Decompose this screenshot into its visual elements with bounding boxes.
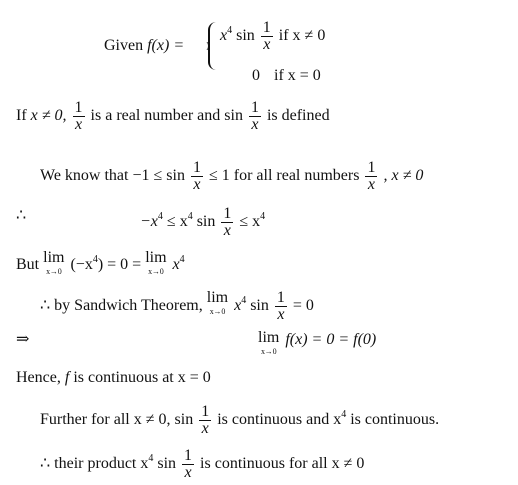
sandwich-x: x <box>234 297 242 315</box>
piecewise-brace <box>208 22 218 70</box>
fraction-numerator: 1 <box>250 99 259 116</box>
piecewise-case-2 <box>252 66 321 86</box>
further-middle: is continuous and x <box>217 411 342 429</box>
piecewise-case-1 <box>220 20 325 53</box>
fraction-denominator: x <box>277 306 285 323</box>
hence-f: f <box>64 369 70 386</box>
but-power: 4 <box>92 254 98 265</box>
given-label: Given <box>104 37 144 54</box>
further-prefix: Further for all x ≠ 0, sin <box>40 411 194 429</box>
therefore-symbol: ∴ <box>16 207 27 224</box>
ineq-middle: ≤ x <box>166 213 188 231</box>
sandwich-line <box>40 290 314 323</box>
we-know-suffix: , x ≠ 0 <box>383 167 424 185</box>
implies-expr: f(x) = 0 = f(0) <box>285 331 377 348</box>
fraction-numerator: 1 <box>367 159 376 176</box>
fraction-denominator: x <box>184 464 192 481</box>
ineq-right: ≤ x <box>239 213 261 231</box>
fraction-denominator: x <box>193 176 201 193</box>
fraction-numerator: 1 <box>192 159 201 176</box>
but-x: x <box>172 256 180 273</box>
lim-sub: x→0 <box>209 307 226 316</box>
fraction-denominator: x <box>263 36 271 53</box>
if-line <box>16 100 330 133</box>
sandwich-limit <box>207 290 228 316</box>
case1-x: x <box>220 27 228 45</box>
but-power-2: 4 <box>179 254 185 265</box>
case1-fraction <box>261 20 273 53</box>
lim-text: lim <box>145 249 167 266</box>
if-suffix: is defined <box>266 107 330 125</box>
case1-power: 4 <box>227 25 233 37</box>
limit-1 <box>43 250 64 276</box>
ineq-right-power: 4 <box>260 211 266 223</box>
if-fraction-1 <box>73 100 85 133</box>
implies-limit <box>258 330 279 356</box>
fraction-denominator: x <box>367 176 376 193</box>
sandwich-prefix: ∴ by Sandwich Theorem, <box>40 297 203 315</box>
lim-text: lim <box>258 329 280 346</box>
implies-symbol: ⇒ <box>16 331 30 348</box>
if-prefix: If <box>16 107 27 125</box>
fraction-denominator: x <box>74 116 83 133</box>
if-condition: x ≠ 0, <box>30 107 67 125</box>
but-expr: (−x <box>70 256 93 273</box>
sandwich-suffix: = 0 <box>292 297 314 315</box>
if-fraction-2 <box>249 100 261 133</box>
product-suffix: is continuous for all x ≠ 0 <box>200 455 365 473</box>
further-fraction <box>199 404 211 437</box>
sandwich-fraction <box>275 290 287 323</box>
fraction-denominator: x <box>201 420 209 437</box>
case2-value: 0 <box>252 67 260 84</box>
further-line <box>40 404 439 437</box>
fraction-numerator: 1 <box>276 289 285 306</box>
but-prefix: But <box>16 256 40 273</box>
but-middle: ) = 0 = <box>97 256 142 273</box>
fraction-numerator: 1 <box>201 403 210 420</box>
product-line <box>40 448 364 481</box>
fraction-numerator: 1 <box>223 205 232 222</box>
hence-line <box>16 368 211 388</box>
further-suffix: is continuous. <box>350 411 440 429</box>
ineq-fraction <box>221 206 233 239</box>
implies-line <box>258 330 376 356</box>
fraction-numerator: 1 <box>262 19 271 36</box>
we-know-fraction-1 <box>191 160 203 193</box>
sandwich-power: 4 <box>241 295 247 307</box>
fraction-numerator: 1 <box>74 99 83 116</box>
sandwich-sin: sin <box>250 297 269 315</box>
lim-sub: x→0 <box>148 267 164 276</box>
fraction-numerator: 1 <box>184 447 193 464</box>
ineq-middle-power: 4 <box>187 211 193 223</box>
product-power: 4 <box>148 453 154 465</box>
function-label: f(x) = <box>147 37 185 54</box>
we-know-line <box>40 160 423 193</box>
hence-prefix: Hence, <box>16 369 61 386</box>
product-fraction <box>182 448 194 481</box>
product-sin: sin <box>157 455 177 473</box>
implies-symbol-line <box>16 330 29 350</box>
lim-text: lim <box>43 249 65 266</box>
ineq-left-power: 4 <box>157 211 163 223</box>
case2-condition: if x = 0 <box>274 67 321 84</box>
product-prefix: ∴ their product x <box>40 455 149 473</box>
case1-sin: sin <box>236 27 255 45</box>
further-power: 4 <box>341 409 347 421</box>
lim-sub: x→0 <box>46 267 62 276</box>
case1-condition: if x ≠ 0 <box>278 27 326 45</box>
ineq-left: −x <box>140 213 158 231</box>
fraction-denominator: x <box>251 116 259 133</box>
limit-2 <box>145 250 166 276</box>
fraction-denominator: x <box>223 222 231 239</box>
but-line <box>16 250 185 276</box>
we-know-prefix: We know that −1 ≤ sin <box>40 167 185 185</box>
lim-sub: x→0 <box>260 347 277 356</box>
hence-suffix: is continuous at x = 0 <box>73 369 211 386</box>
ineq-sin: sin <box>196 213 216 231</box>
lim-text: lim <box>206 289 229 306</box>
therefore-symbol-line <box>16 206 26 226</box>
inequality-line <box>140 206 265 239</box>
we-know-middle: ≤ 1 for all real numbers <box>208 167 360 185</box>
we-know-fraction-2 <box>365 160 377 193</box>
if-middle: is a real number and sin <box>90 107 243 125</box>
given-line <box>104 36 184 56</box>
